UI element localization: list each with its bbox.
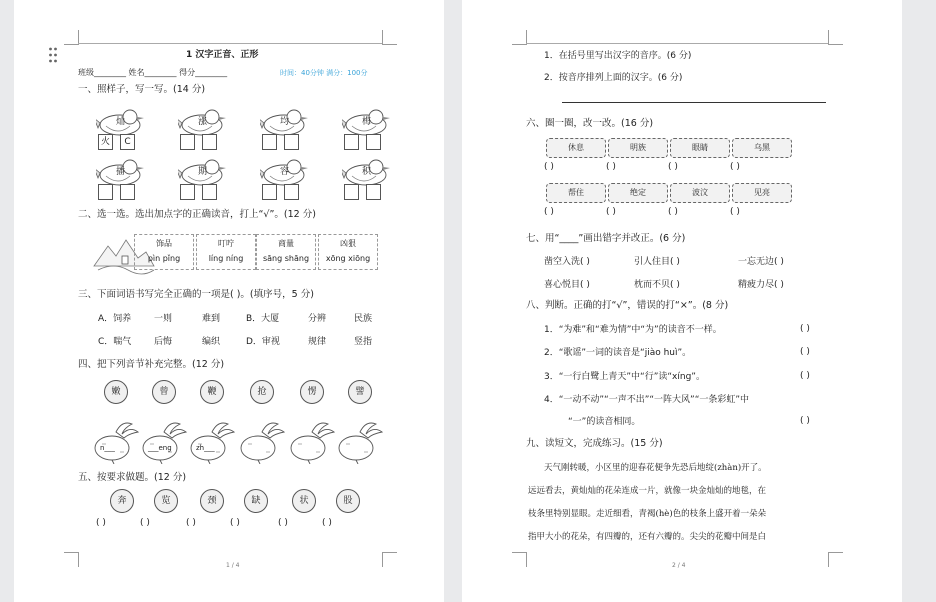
radish-icon (238, 420, 288, 464)
section-6-title: 六、圈一圈，改一改。(16 分) (526, 118, 654, 129)
pinyin-option[interactable] (196, 234, 256, 270)
pinyin-option[interactable] (318, 234, 378, 270)
judge-item: 1．“为难”和“难为情”中“为”的读音不一样。 (544, 325, 722, 335)
section-7-title: 七、用“____”画出错字并改正。(6 分) (526, 233, 686, 244)
page-number: 1 / 4 (226, 562, 240, 569)
section-5-title: 五、按要求做题。(12 分) (78, 472, 187, 483)
radish-fill[interactable]: zh___ (196, 444, 215, 452)
answer-box[interactable] (284, 134, 299, 150)
time-score: 时间：40分钟 满分：100分 (280, 69, 368, 77)
answer-box[interactable] (366, 184, 381, 200)
word-option: 后悔 (154, 337, 173, 347)
option-word: 叮咛 (218, 239, 234, 248)
syllable-char: 譬 (348, 380, 372, 404)
bird-char: 均 (280, 117, 290, 127)
answer-box[interactable] (202, 184, 217, 200)
char-circle: 股 (336, 489, 360, 513)
option-pinyin: líng níng (208, 254, 244, 263)
answer-box[interactable]: C (120, 134, 135, 150)
answer-paren[interactable]: ( ) (800, 324, 810, 334)
word-option: 规律 (308, 337, 327, 347)
word-option: C．喘气 (98, 337, 132, 347)
question-1: 1．在括号里写出汉字的音序。(6 分) (544, 51, 692, 61)
crop-mark (64, 30, 79, 45)
answer-line (562, 102, 826, 103)
bird-char: 播 (116, 167, 126, 177)
answer-paren[interactable]: ( ) (544, 162, 554, 172)
judge-item: 2．“歌谣”一词的读音是“jiào huì”。 (544, 348, 692, 358)
bird-char: 容 (280, 167, 290, 177)
answer-box[interactable] (120, 184, 135, 200)
judge-item: 4．“一动不动”“一声不出”“一阵大风”“一条彩虹”中 (544, 395, 750, 405)
pinyin-option[interactable] (134, 234, 194, 270)
answer-box[interactable] (180, 184, 195, 200)
option-word: 凶狠 (340, 239, 356, 248)
idiom-item: 精疲力尽( ) (738, 280, 784, 290)
syllable-char: 愣 (300, 380, 324, 404)
answer-paren[interactable]: ( ) (606, 162, 616, 172)
word-option: 一则 (154, 314, 173, 324)
word-cloud[interactable]: 休息 (546, 138, 606, 158)
page-title: 1 汉字正音、正形 (186, 50, 259, 60)
answer-box[interactable] (180, 134, 195, 150)
answer-paren[interactable]: ( ) (186, 518, 196, 528)
info-line: 班级________ 姓名________ 得分________ (78, 68, 228, 77)
answer-paren[interactable]: ( ) (140, 518, 150, 528)
option-word: 商量 (278, 239, 294, 248)
section-1-title: 一、照样子，写一写。(14 分) (78, 84, 206, 95)
syllable-char: 抢 (250, 380, 274, 404)
answer-paren[interactable]: ( ) (230, 518, 240, 528)
answer-box[interactable] (366, 134, 381, 150)
answer-box[interactable]: 火 (98, 134, 113, 150)
word-option: 竖指 (354, 337, 373, 347)
word-cloud[interactable]: 帮住 (546, 183, 606, 203)
syllable-char: 嫩 (104, 380, 128, 404)
answer-paren[interactable]: ( ) (800, 371, 810, 381)
word-cloud[interactable]: 明族 (608, 138, 668, 158)
page-number: 2 / 4 (672, 562, 686, 569)
answer-box[interactable] (262, 184, 277, 200)
char-circle: 奔 (110, 489, 134, 513)
idiom-item: 喜心悦目( ) (544, 280, 590, 290)
option-pinyin: sāng shāng (262, 254, 310, 263)
answer-box[interactable] (262, 134, 277, 150)
header-rule (78, 43, 382, 44)
section-2-title: 二、选一选。选出加点字的正确读音，打上“√”。(12 分) (78, 209, 316, 220)
bird-char: 梅 (362, 117, 372, 127)
answer-paren[interactable]: ( ) (96, 518, 106, 528)
idiom-item: 一忘无边( ) (738, 257, 784, 267)
option-pinyin: xōng xiōng (325, 254, 371, 263)
section-3-title: 三、下面词语书写完全正确的一项是( )。(填序号，5 分) (78, 289, 314, 300)
section-8-title: 八、判断。正确的打“√”，错误的打“×”。(8 分) (526, 300, 729, 311)
drag-handle-icon[interactable] (48, 47, 58, 63)
question-2: 2．按音序排列上面的汉字。(6 分) (544, 73, 683, 83)
option-pinyin: pìn pǐng (147, 254, 181, 263)
answer-paren[interactable]: ( ) (322, 518, 332, 528)
word-option: 编织 (202, 337, 221, 347)
idiom-item: 枕而不贝( ) (634, 280, 680, 290)
answer-paren[interactable]: ( ) (800, 347, 810, 357)
bird-char: 积 (362, 167, 372, 177)
answer-box[interactable] (202, 134, 217, 150)
crop-mark (64, 552, 79, 567)
char-circle: 览 (154, 489, 178, 513)
pinyin-option[interactable] (256, 234, 316, 270)
idiom-item: 凿空入洗( ) (544, 257, 590, 267)
word-cloud[interactable]: 眼睛 (670, 138, 730, 158)
passage-line: 天气刚转暖，小区里的迎春花便争先恐后地绽(zhàn)开了。 (544, 463, 767, 473)
radish-fill[interactable]: ___eng (148, 444, 172, 452)
bird-char: 期 (198, 167, 208, 177)
judge-item: “一”的读音相同。 (568, 417, 641, 427)
radish-icon (288, 420, 338, 464)
answer-paren[interactable]: ( ) (606, 207, 616, 217)
passage-line: 指甲大小的花朵，有四瓣的，还有六瓣的。尖尖的花瓣中间是白 (528, 532, 767, 542)
bird-char: 灿 (116, 117, 126, 127)
word-option: 分辨 (308, 314, 327, 324)
crop-mark (382, 30, 397, 45)
radish-icon (336, 420, 386, 464)
word-option: 难到 (202, 314, 221, 324)
word-option: A．饲养 (98, 314, 132, 324)
header-rule (526, 43, 828, 44)
crop-mark (828, 30, 843, 45)
word-cloud[interactable]: 绝定 (608, 183, 668, 203)
radish-fill[interactable]: n___ (100, 444, 115, 452)
page-2 (462, 0, 902, 602)
answer-paren[interactable]: ( ) (730, 207, 740, 217)
answer-paren[interactable]: ( ) (544, 207, 554, 217)
page-1 (14, 0, 444, 602)
passage-line: 远远看去，黄灿灿的花朵连成一片，就像一块金灿灿的地毯，在 (528, 486, 767, 496)
judge-item: 3．“一行白鹭上青天”中“行”读“xíng”。 (544, 372, 705, 382)
answer-paren[interactable]: ( ) (730, 162, 740, 172)
passage-line: 枝条里特别显眼。走近细看，青褐(hè)色的枝条上盛开着一朵朵 (528, 509, 767, 519)
char-circle: 颈 (200, 489, 224, 513)
answer-paren[interactable]: ( ) (668, 207, 678, 217)
bird-char: 涨 (198, 117, 208, 127)
word-cloud[interactable]: 见亮 (732, 183, 792, 203)
crop-mark (512, 552, 527, 567)
answer-box[interactable] (98, 184, 113, 200)
option-word: 饰品 (156, 239, 172, 248)
answer-box[interactable] (344, 134, 359, 150)
idiom-item: 引人住目( ) (634, 257, 680, 267)
crop-mark (828, 552, 843, 567)
answer-paren[interactable]: ( ) (800, 416, 810, 426)
answer-box[interactable] (344, 184, 359, 200)
answer-paren[interactable]: ( ) (278, 518, 288, 528)
word-cloud[interactable]: 乌黑 (732, 138, 792, 158)
word-option: B．大厦 (246, 314, 280, 324)
syllable-char: 鞭 (200, 380, 224, 404)
word-option: 民族 (354, 314, 373, 324)
answer-box[interactable] (284, 184, 299, 200)
section-9-title: 九、读短文，完成练习。(15 分) (526, 438, 663, 449)
answer-paren[interactable]: ( ) (668, 162, 678, 172)
char-circle: 状 (292, 489, 316, 513)
word-option: D．审视 (246, 337, 280, 347)
section-4-title: 四、把下列音节补充完整。(12 分) (78, 359, 225, 370)
crop-mark (382, 552, 397, 567)
syllable-char: 曾 (152, 380, 176, 404)
crop-mark (512, 30, 527, 45)
char-circle: 缺 (244, 489, 268, 513)
word-cloud[interactable]: 波汶 (670, 183, 730, 203)
